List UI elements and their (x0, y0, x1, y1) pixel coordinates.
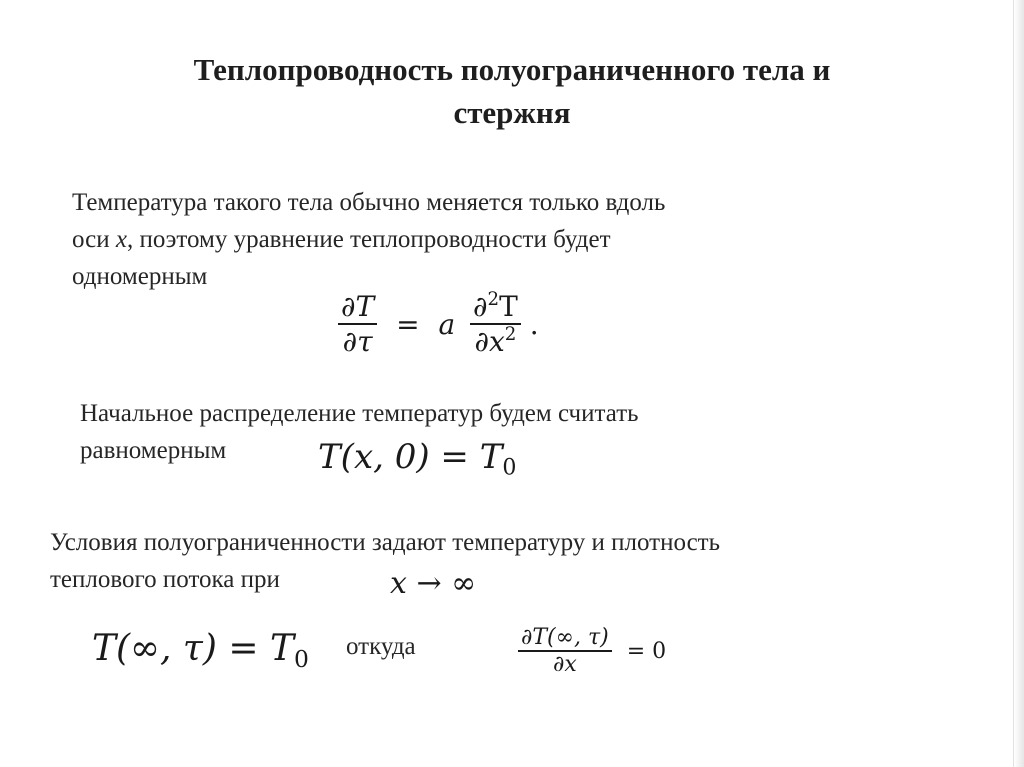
equation-lhs-numerator: ∂T (338, 290, 377, 325)
slide-title-line-1: Теплопроводность полуограниченного тела и (193, 52, 831, 87)
equation-lhs-denominator: ∂τ (342, 325, 373, 358)
paragraph-line (72, 221, 665, 258)
equation-lhs-fraction (338, 290, 377, 358)
equation-equals-sign: = (396, 307, 420, 341)
equation-period: . (529, 307, 539, 341)
flux-numerator: ∂T(∞, τ) (518, 625, 612, 652)
axis-text-prefix: оси (72, 226, 116, 253)
paragraph-line: равномерным (80, 437, 227, 464)
limit-expression: x → ∞ (390, 566, 477, 601)
paragraph-line: Условия полуограниченности задают температуру и плотность (50, 529, 721, 556)
slide-title-line-2: стержня (453, 95, 571, 130)
boundary-condition-equation: T(∞, $\tau) = T_0$ (92, 628, 309, 674)
flux-rhs: = 0 (626, 638, 667, 664)
flux-denominator: ∂x (552, 652, 577, 677)
paragraph-line: теплового потока при (50, 566, 280, 593)
equation-coefficient: a (438, 307, 456, 341)
paragraph-boundary-conditions (50, 524, 720, 598)
equation-rhs-denominator: $\partial x^2$ (474, 324, 517, 358)
axis-variable: x (115, 226, 127, 253)
paragraph-line: Начальное распределение температур будем считать (80, 400, 639, 427)
heat-equation (338, 290, 539, 358)
flux-condition-equation (518, 625, 666, 677)
paragraph-line: Температура такого тела обычно меняется только вдоль (72, 189, 666, 216)
equation-rhs-fraction (470, 290, 521, 358)
slide-title (0, 48, 1024, 134)
paragraph-line: одномерным (72, 263, 208, 290)
paragraph-1d-temperature (72, 184, 665, 295)
word-whence: откуда (346, 633, 416, 660)
equation-rhs-numerator: ∂$^2$T (470, 290, 521, 325)
axis-text-suffix: , поэтому уравнение теплопроводности будет (126, 226, 611, 253)
initial-condition-equation: T(x, $0) = T_0$ (318, 437, 517, 481)
flux-fraction (518, 625, 612, 677)
